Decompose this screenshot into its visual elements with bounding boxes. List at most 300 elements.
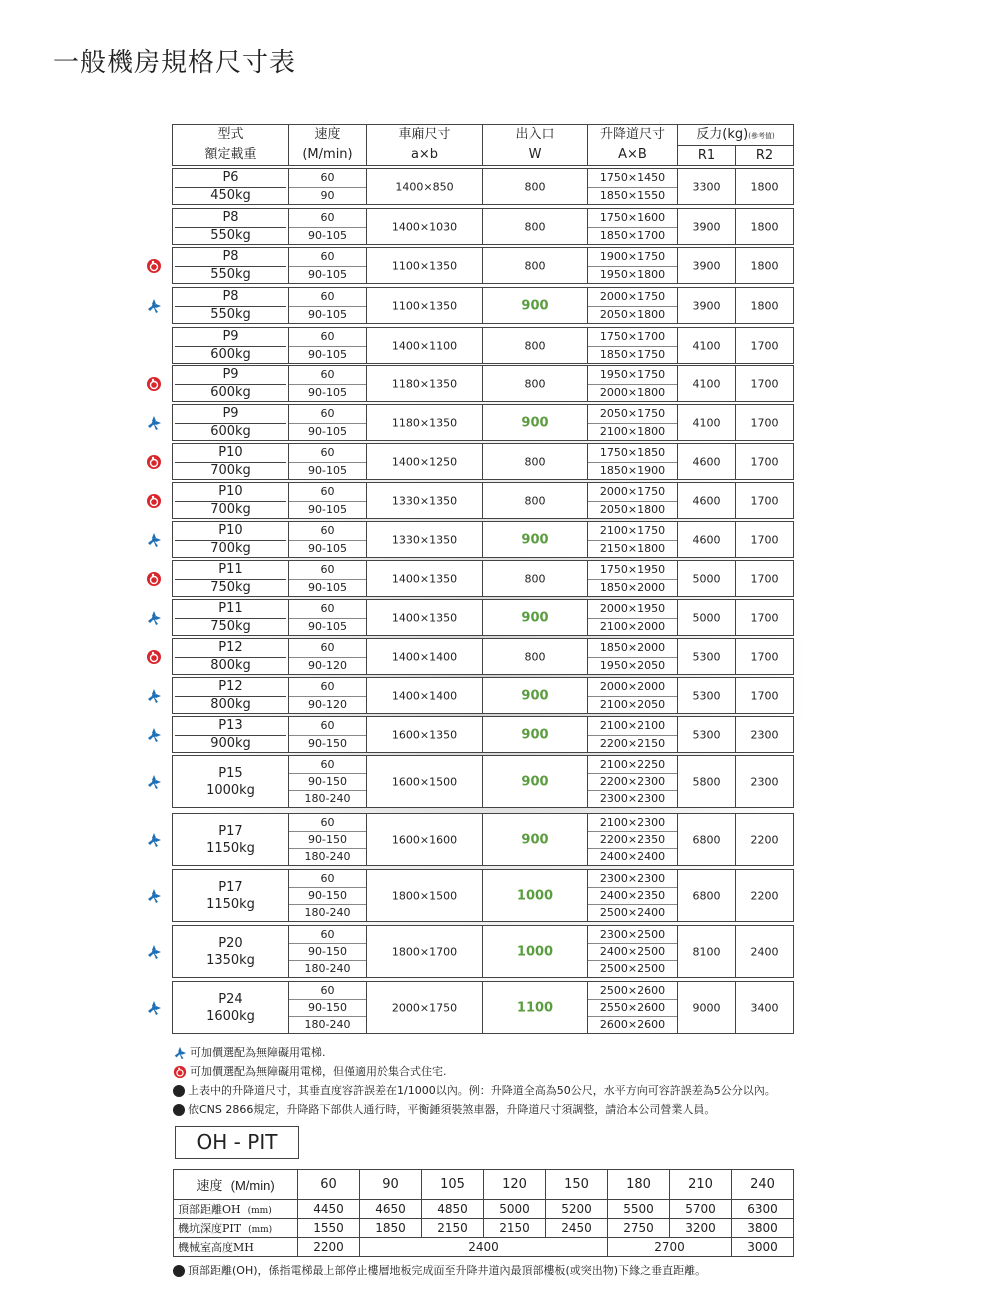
cab-cell [367,926,483,977]
model-cell [173,982,289,1033]
r2-cell [736,366,793,401]
shaft-size: 2000×1800 [599,385,666,399]
shaft-size: 1950×1800 [599,267,666,281]
r2-value: 2300 [750,728,779,741]
note-item [173,1100,776,1119]
model-cell [173,248,289,283]
oh-value-cell: 5500 [608,1200,670,1219]
spec-row [172,168,794,205]
cab-cell [367,870,483,921]
shaft-size: 2100×2300 [588,814,677,832]
oh-pit-table [173,1169,794,1257]
model-name: P13 [218,718,243,733]
header-speed-unit: (M/min) [302,147,353,162]
door-cell [483,678,588,713]
door-width: 1100 [516,1000,554,1015]
speed-value: 90-105 [308,307,347,321]
speed-value: 60 [289,639,366,658]
oh-speed-cell: 60 [298,1170,360,1200]
door-width: 900 [521,832,549,847]
spec-row [172,404,794,441]
shaft-cell [588,926,678,977]
cab-size: 1800×1700 [391,945,458,958]
door-width: 800 [524,494,546,507]
shaft-size: 1850×2000 [599,580,666,594]
r2-cell [736,405,793,440]
header-shaft [588,125,678,165]
r2-cell [736,814,793,865]
r1-value: 4100 [692,416,721,429]
pit-value-cell: 2150 [484,1219,546,1238]
oh-value-cell: 5200 [546,1200,608,1219]
r2-cell [736,209,793,244]
header-speed [289,125,367,165]
cab-cell [367,600,483,635]
speed-value: 90-105 [308,502,347,516]
r1-value: 5000 [692,572,721,585]
shaft-size: 2100×2000 [599,619,666,633]
shaft-size: 2100×2100 [588,717,677,736]
r2-cell [736,288,793,323]
shaft-size: 1750×1700 [588,328,677,347]
model-name: P6 [222,170,239,185]
speed-value: 60 [289,288,366,307]
speed-cell [289,814,367,865]
oh-value-cell: 5700 [670,1200,732,1219]
pit-value-cell: 3200 [670,1219,732,1238]
door-cell [483,600,588,635]
wheelchair-red-icon [173,1065,187,1079]
cab-cell [367,678,483,713]
speed-cell [289,483,367,518]
oh-speed-cell: 180 [608,1170,670,1200]
pit-value-cell: 2450 [546,1219,608,1238]
model-cell [173,561,289,596]
speed-value: 90 [320,188,335,202]
spec-row [172,560,794,597]
model-cell [173,169,289,204]
shaft-cell [588,561,678,596]
wheelchair-blue-icon [146,1000,162,1016]
oh-value-cell: 4650 [360,1200,422,1219]
oh-value-cell: 4450 [298,1200,360,1219]
door-cell [483,717,588,752]
speed-value: 60 [289,756,366,774]
note-text: 可加價選配為無障礙用電梯，但僅適用於集合式住宅. [190,1065,447,1078]
shaft-size: 2100×1800 [599,424,666,438]
door-cell [483,248,588,283]
r1-value: 6800 [692,889,721,902]
mh-label: 機械室高度MH [174,1238,298,1257]
speed-cell [289,678,367,713]
r1-value: 3900 [692,299,721,312]
shaft-cell [588,814,678,865]
mh-value-cell: 2400 [360,1238,608,1257]
door-cell [483,366,588,401]
r2-cell [736,169,793,204]
speed-value: 90-105 [308,463,347,477]
r2-cell [736,328,793,363]
r2-cell [736,982,793,1033]
header-reaction-note: (參考值) [748,132,775,140]
shaft-cell [588,405,678,440]
cab-cell [367,444,483,479]
speed-value: 90-105 [308,228,347,242]
spec-row [172,443,794,480]
shaft-size: 2200×2350 [588,831,677,849]
r2-value: 3400 [750,1001,779,1014]
cab-size: 1330×1350 [391,533,458,546]
door-width: 1000 [516,888,554,903]
shaft-size: 1850×1750 [599,347,666,361]
r2-value: 1800 [750,220,779,233]
spec-row [172,208,794,245]
wheelchair-blue-icon [146,532,162,548]
speed-value: 90-105 [308,541,347,555]
r2-cell [736,717,793,752]
r2-value: 2400 [750,945,779,958]
shaft-size: 2400×2500 [588,943,677,961]
door-width: 800 [524,220,546,233]
r2-cell [736,678,793,713]
header-r2: R2 [755,148,774,163]
model-cell [173,328,289,363]
header-r1: R1 [678,146,736,166]
r2-cell [736,483,793,518]
spec-row [172,247,794,284]
rated-load: 1350kg [206,952,255,968]
oh-speed-cell: 90 [360,1170,422,1200]
model-cell [173,288,289,323]
cab-size: 1400×850 [395,180,454,193]
speed-cell [289,561,367,596]
cab-cell [367,328,483,363]
model-block [173,765,288,799]
shaft-size: 1850×1900 [599,463,666,477]
model-cell [173,483,289,518]
shaft-size: 2400×2400 [599,850,666,863]
cab-cell [367,169,483,204]
r1-value: 5300 [692,689,721,702]
door-cell [483,814,588,865]
model-name: P12 [218,640,243,655]
door-cell [483,405,588,440]
r2-value: 1700 [750,572,779,585]
rated-load: 800kg [175,696,286,712]
door-width: 800 [524,259,546,272]
header-type [173,125,289,165]
pit-row [174,1219,794,1238]
rated-load: 800kg [175,657,286,673]
oh-value-cell: 5000 [484,1200,546,1219]
wheelchair-blue-icon [146,610,162,626]
shaft-size: 2100×2250 [588,756,677,774]
header-reaction-title [678,125,793,146]
shaft-cell [588,982,678,1033]
mh-value-cell: 3000 [732,1238,794,1257]
speed-cell [289,522,367,557]
r2-value: 2200 [750,889,779,902]
header-shaft-label: 升降道尺寸 [599,127,665,142]
r1-cell [678,366,736,401]
speed-value: 60 [289,328,366,347]
door-width: 800 [524,339,546,352]
r2-cell [736,444,793,479]
shaft-size: 2050×1800 [599,307,666,321]
rated-load: 900kg [175,735,286,751]
speed-value: 60 [289,444,366,463]
cab-size: 1400×1350 [391,572,458,585]
r2-value: 1700 [750,494,779,507]
note-text: 依CNS 2866規定，升降路下部供人通行時，平衡錘須裝煞車器，升降道尺寸須調整，請洽本公司營業人員。 [188,1103,716,1116]
wheelchair-blue-icon [146,415,162,431]
model-name: P11 [218,601,243,616]
cab-cell [367,561,483,596]
door-width: 800 [524,572,546,585]
oh-speed-cell: 210 [670,1170,732,1200]
speed-cell [289,639,367,674]
cab-size: 1400×1030 [391,220,458,233]
r1-cell [678,756,736,807]
r2-value: 1800 [750,299,779,312]
model-cell [173,444,289,479]
cab-size: 2000×1750 [391,1001,458,1014]
r1-cell [678,600,736,635]
r1-cell [678,209,736,244]
pit-value-cell: 3800 [732,1219,794,1238]
mh-row [174,1238,794,1257]
rated-load: 1600kg [206,1008,255,1024]
speed-value: 180-240 [304,850,351,863]
shaft-size: 2100×2050 [599,697,666,711]
speed-value: 60 [289,982,366,1000]
r1-cell [678,561,736,596]
speed-value: 90-105 [308,580,347,594]
r1-cell [678,405,736,440]
r1-cell [678,870,736,921]
r2-cell [736,600,793,635]
shaft-cell [588,756,678,807]
speed-value: 60 [289,814,366,832]
mh-value-cell: 2700 [608,1238,732,1257]
speed-value: 180-240 [304,962,351,975]
header-door [483,125,588,165]
speed-cell [289,444,367,479]
speed-value: 60 [289,600,366,619]
rated-load: 700kg [175,462,286,478]
model-name: P17 [218,879,243,895]
cab-cell [367,814,483,865]
pit-label: 機坑深度PIT (mm) [174,1219,298,1238]
r1-cell [678,717,736,752]
door-cell [483,483,588,518]
r1-value: 5800 [692,775,721,788]
header-door-unit: W [528,147,542,162]
speed-value: 60 [289,678,366,697]
speed-value: 90-150 [289,887,366,905]
shaft-cell [588,870,678,921]
shaft-cell [588,169,678,204]
bullet-icon [173,1104,185,1116]
speed-value: 60 [289,209,366,228]
rated-load: 600kg [175,384,286,400]
speed-cell [289,756,367,807]
r2-cell [736,639,793,674]
cab-size: 1100×1350 [391,259,458,272]
cab-size: 1400×1350 [391,611,458,624]
oh-row [174,1200,794,1219]
speed-cell [289,248,367,283]
speed-value: 90-150 [289,773,366,791]
wheelchair-red-icon [146,258,162,274]
model-cell [173,600,289,635]
r1-cell [678,483,736,518]
oh-pit-title: OH - PIT [175,1126,299,1159]
wheelchair-red-icon [146,571,162,587]
speed-cell [289,600,367,635]
oh-label: 頂部距離OH (mm) [174,1200,298,1219]
door-cell [483,870,588,921]
model-cell [173,639,289,674]
header-reaction-cols [678,146,793,166]
r1-value: 4100 [692,339,721,352]
r1-value: 8100 [692,945,721,958]
header-reaction [678,125,793,165]
speed-value: 60 [289,366,366,385]
wheelchair-red-icon [146,493,162,509]
r2-value: 1700 [750,689,779,702]
speed-cell [289,169,367,204]
door-cell [483,926,588,977]
speed-value: 90-150 [289,831,366,849]
spec-row [172,521,794,558]
cab-cell [367,366,483,401]
speed-value: 90-105 [308,619,347,633]
r1-value: 5300 [692,650,721,663]
speed-value: 90-120 [308,658,347,672]
door-cell [483,209,588,244]
model-cell [173,756,289,807]
oh-speed-cell: 150 [546,1170,608,1200]
model-name: P24 [218,991,243,1007]
speed-value: 90-150 [289,999,366,1017]
wheelchair-blue-icon [146,688,162,704]
speed-cell [289,926,367,977]
r2-value: 2300 [750,775,779,788]
model-name: P10 [218,523,243,538]
spec-table-header [172,124,794,166]
cab-size: 1600×1500 [391,775,458,788]
spec-row [172,716,794,753]
r1-value: 4600 [692,494,721,507]
cab-cell [367,522,483,557]
rated-load: 1150kg [206,896,255,912]
r2-cell [736,522,793,557]
speed-cell [289,870,367,921]
r1-cell [678,328,736,363]
r1-value: 5000 [692,611,721,624]
spec-row [172,482,794,519]
speed-value: 60 [289,248,366,267]
note-text: 可加價選配為無障礙用電梯. [190,1046,326,1059]
bullet-icon [173,1265,185,1277]
wheelchair-blue-icon [146,944,162,960]
r1-cell [678,814,736,865]
r2-value: 1800 [750,180,779,193]
spec-row [172,599,794,636]
shaft-size: 2000×1950 [588,600,677,619]
rated-load: 700kg [175,540,286,556]
header-cab [367,125,483,165]
shaft-size: 2150×1800 [599,541,666,555]
spec-row [172,869,794,922]
shaft-size: 1750×1450 [588,169,677,188]
shaft-size: 2000×2000 [588,678,677,697]
door-cell [483,756,588,807]
model-name: P9 [222,367,239,382]
model-cell [173,678,289,713]
r1-value: 5300 [692,728,721,741]
cab-cell [367,982,483,1033]
r2-value: 1700 [750,533,779,546]
shaft-size: 2300×2500 [588,926,677,944]
r1-value: 4600 [692,533,721,546]
shaft-size: 2400×2350 [588,887,677,905]
door-cell [483,169,588,204]
door-width: 800 [524,455,546,468]
r2-cell [736,756,793,807]
note-item [173,1043,776,1062]
cab-size: 1400×1400 [391,650,458,663]
bullet-icon [173,1085,185,1097]
shaft-size: 2500×2400 [599,906,666,919]
speed-value: 180-240 [304,906,351,919]
model-block [173,879,288,913]
wheelchair-blue-icon [146,774,162,790]
speed-cell [289,366,367,401]
wheelchair-blue-icon [146,888,162,904]
pit-value-cell: 1550 [298,1219,360,1238]
door-width: 1000 [516,944,554,959]
door-width: 800 [524,650,546,663]
oh-speed-cell: 105 [422,1170,484,1200]
shaft-size: 1750×1850 [588,444,677,463]
r2-value: 1700 [750,611,779,624]
header-speed-label: 速度 [314,127,341,142]
oh-speed-label: 速度 (M/min) [174,1170,298,1200]
note-item [173,1081,776,1100]
r1-cell [678,926,736,977]
wheelchair-red-icon [146,376,162,392]
speed-value: 90-120 [308,697,347,711]
speed-value: 180-240 [304,1018,351,1031]
r2-value: 1700 [750,377,779,390]
footnote [173,1262,706,1278]
r1-cell [678,169,736,204]
model-block [173,935,288,969]
footnote-text: 頂部距離(OH)，係指電梯最上部停止樓層地板完成面至升降井道內最頂部樓板(或突出物)下緣之垂直距離。 [188,1264,707,1277]
shaft-size: 1850×1550 [599,188,666,202]
shaft-size: 2050×1800 [599,502,666,516]
shaft-cell [588,288,678,323]
r1-value: 4100 [692,377,721,390]
wheelchair-red-icon [146,454,162,470]
rated-load: 750kg [175,618,286,634]
shaft-size: 1850×2000 [588,639,677,658]
shaft-size: 1950×1750 [588,366,677,385]
shaft-size: 2200×2150 [599,736,666,750]
wheelchair-blue-icon [146,727,162,743]
